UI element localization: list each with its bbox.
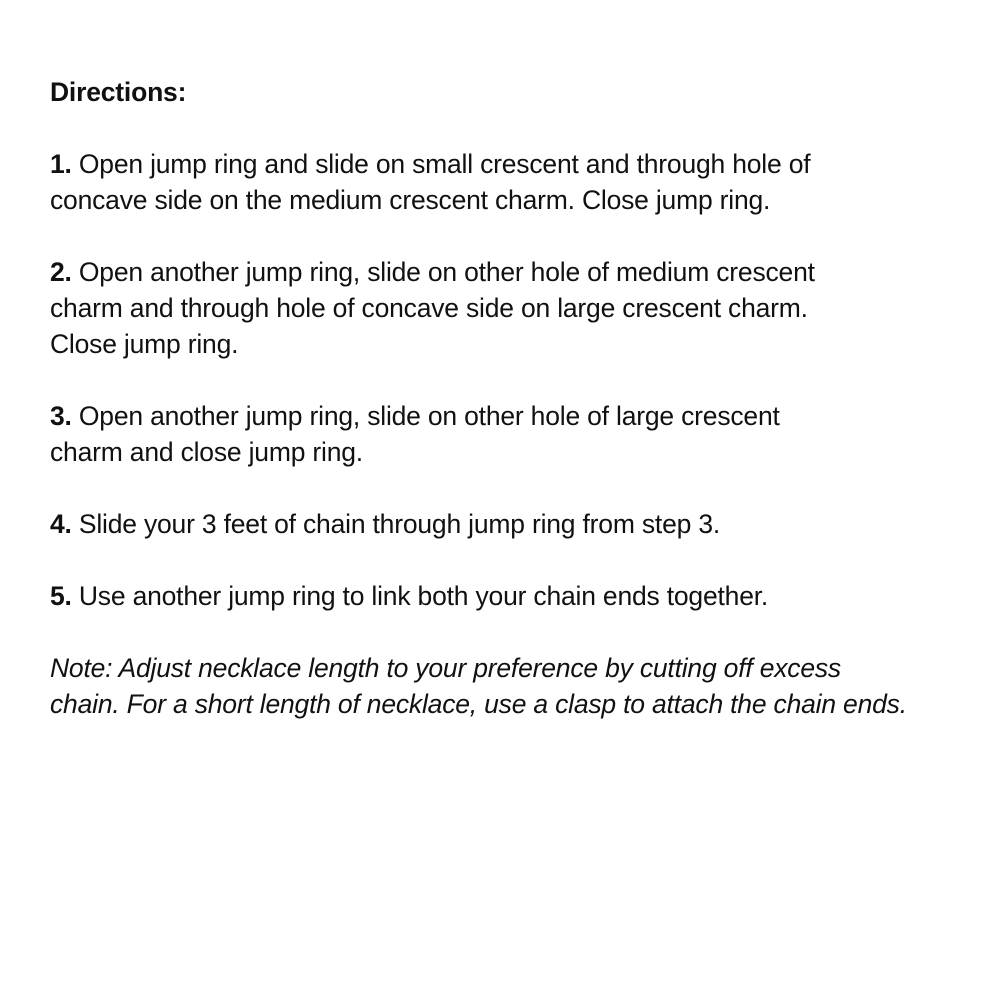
step-2: [50, 254, 980, 362]
step-number: 5.: [50, 581, 72, 611]
step-text: Use another jump ring to link both your chain ends together.: [78, 581, 769, 611]
step-number: 2.: [50, 257, 72, 287]
directions-document: [50, 74, 980, 722]
note-text: Note: Adjust necklace length to your preference by cutting off excess: [50, 653, 841, 683]
step-text: Open another jump ring, slide on other hole of medium crescent: [78, 257, 815, 287]
step-number: 4.: [50, 509, 72, 539]
step-text: charm and through hole of concave side on large crescent charm.: [50, 293, 808, 323]
step-text: Open another jump ring, slide on other hole of large crescent: [78, 401, 780, 431]
step-5: [50, 578, 980, 614]
step-text: Open jump ring and slide on small crescent and through hole of: [78, 149, 811, 179]
step-3: [50, 398, 980, 470]
step-text: Slide your 3 feet of chain through jump ring from step 3.: [78, 509, 721, 539]
note: [50, 650, 980, 722]
note-text: chain. For a short length of necklace, use a clasp to attach the chain ends.: [50, 689, 907, 719]
step-text: Close jump ring.: [50, 329, 239, 359]
step-number: 3.: [50, 401, 72, 431]
step-text: concave side on the medium crescent charm. Close jump ring.: [50, 185, 771, 215]
step-1: [50, 146, 980, 218]
step-4: [50, 506, 980, 542]
step-number: 1.: [50, 149, 72, 179]
directions-heading: Directions:: [50, 77, 187, 107]
step-text: charm and close jump ring.: [50, 437, 363, 467]
